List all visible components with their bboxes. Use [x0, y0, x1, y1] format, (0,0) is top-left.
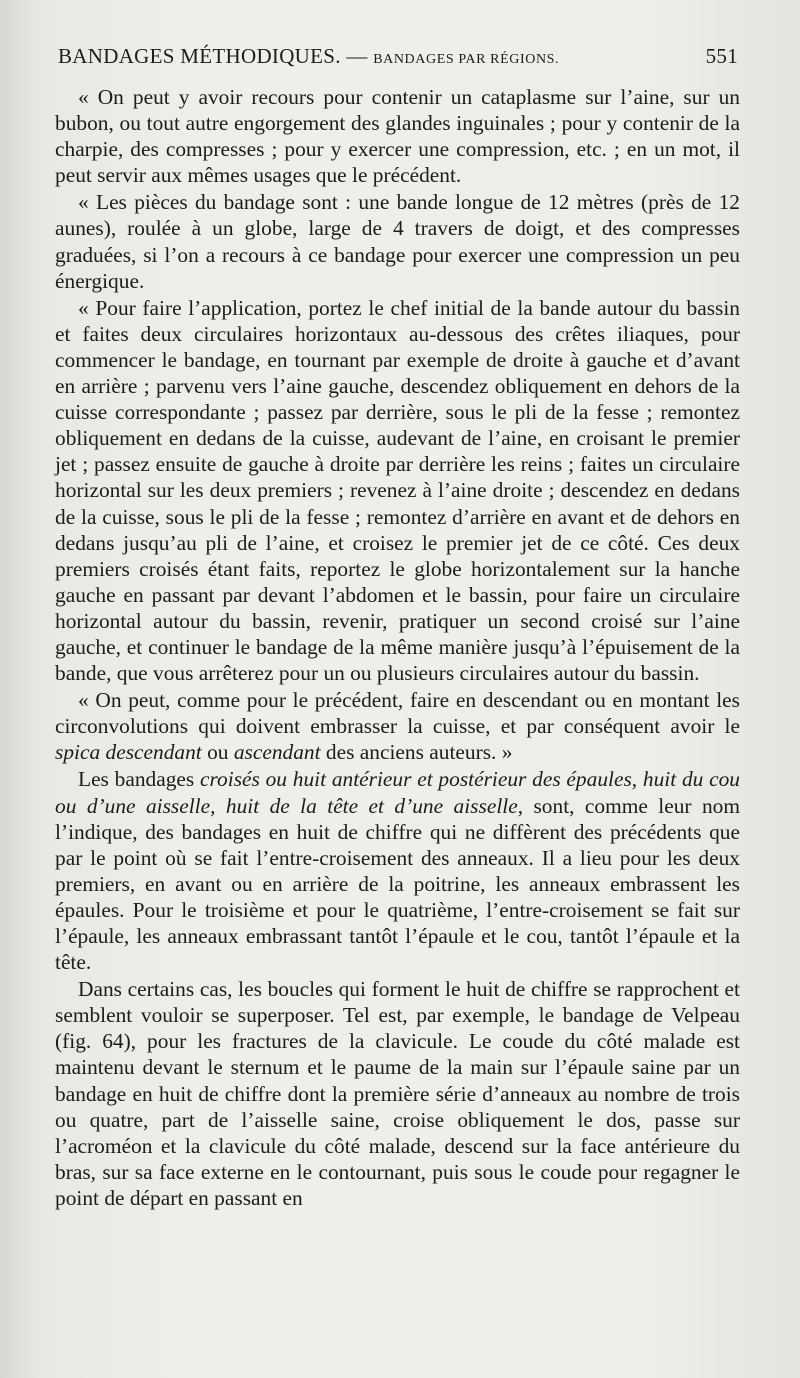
italic-text-segment: ascendant — [233, 740, 321, 765]
header-title: BANDAGES MÉTHODIQUES. — [58, 44, 341, 68]
paragraph — [55, 766, 740, 975]
paragraph — [55, 295, 740, 686]
text-segment: « Les pièces du bandage sont : une bande longue de 12 mètres (près de 12 aunes), roulée à un globe, large de 4 travers de doigt, et des compresses graduées, si l’on a recours à ce bandage pour exercer une compression un peu énergique. — [55, 190, 740, 293]
paragraph — [55, 976, 740, 1211]
text-segment: , sont, comme leur nom l’indique, des bandages en huit de chiffre qui ne diffèrent des précédents que par le point où se fait l’entre-croisement des anneaux. Il a lieu pour les deux premiers, en avant ou en arrière de la poitrine, les anneaux embrassent les épaules. Pour le troisième et pour le quatrième, l’entre-croisement se fait sur l’épaule, les anneaux embrassant tantôt l’épaule et le cou, tantôt l’épaule et la tête. — [55, 793, 740, 975]
text-segment: « Pour faire l’application, portez le chef initial de la bande autour du bassin et faites deux circulaires horizontaux au-dessous des crêtes iliaques, pour commencer le bandage, en tournant par exemple de droite à gauche et d’avant en arrière ; parvenu vers l’aine gauche, descendez obliquement en dehors de la cuisse correspondante ; passez par derrière, sous le pli de la fesse ; remontez obliquement en dedans de la cuisse, audevant de l’aine, en croisant le premier jet ; passez ensuite de gauche à droite par derrière les reins ; faites un circulaire horizontal sur les deux premiers ; revenez à l’aine droite ; descendez en dedans de la cuisse, sous le pli de la fesse ; remontez d’arrière en avant et de dehors en dedans jusqu’au pli de l’aine, et croisez le premier jet de ce côté. Ces deux premiers croisés étant faits, reportez le globe horizontalement sur la hanche gauche en passant par devant l’abdomen et le bassin, pour faire un circulaire horizontal autour du bassin, revenir, pratiquer un second croisé sur l’aine gauche, et continuer le bandage de la même manière jusqu’à l’épuisement de la bande, que vous arrêterez pour un ou plusieurs circulaires autour du bassin. — [55, 295, 740, 686]
text-segment: ou — [201, 740, 234, 765]
header-separator: — — [340, 44, 374, 68]
running-header — [58, 44, 738, 74]
running-title — [58, 44, 559, 69]
text-segment: « On peut, comme pour le précédent, faire en descendant ou en montant les circonvolutions qui doivent embrasser la cuisse, et par conséquent avoir le — [55, 688, 740, 739]
text-segment: Dans certains cas, les boucles qui forment le huit de chiffre se rapprochent et semblent vouloir se superposer. Tel est, par exemple, le bandage de Velpeau (fig. 64), pour les fractures de la clavicule. Le coude du côté malade est maintenu devant le sternum et le paume de la main sur l’épaule saine par un bandage en huit de chiffre dont la première série d’anneaux au nombre de trois ou quatre, part de l’aisselle saine, croise obliquement le dos, passe sur l’acroméon et la clavicule du côté malade, descend sur la face antérieure du bras, sur sa face externe en le contournant, puis sous le coude pour regagner le point de départ en passant en — [55, 977, 740, 1210]
text-segment: « On peut y avoir recours pour contenir un cataplasme sur l’aine, sur un bubon, ou tout autre engorgement des glandes inguinales ; pour y contenir de la charpie, des compresses ; pour y exercer une compression, etc. ; en un mot, il peut servir aux mêmes usages que le précédent. — [55, 85, 740, 188]
body-text — [55, 84, 740, 1211]
text-segment: Les bandages — [78, 767, 201, 792]
page-number: 551 — [705, 44, 738, 68]
paragraph — [55, 189, 740, 293]
text-segment: des anciens auteurs. » — [320, 740, 513, 765]
header-subtitle: BANDAGES PAR RÉGIONS. — [373, 52, 560, 67]
italic-text-segment: spica descendant — [55, 740, 202, 765]
paragraph — [55, 84, 740, 188]
paragraph — [55, 687, 740, 765]
italic-text-segment: croisés ou huit antérieur et postérieur des épaules, huit du cou ou d’une aisselle, huit de la tête et d’une aisselle — [55, 767, 740, 818]
